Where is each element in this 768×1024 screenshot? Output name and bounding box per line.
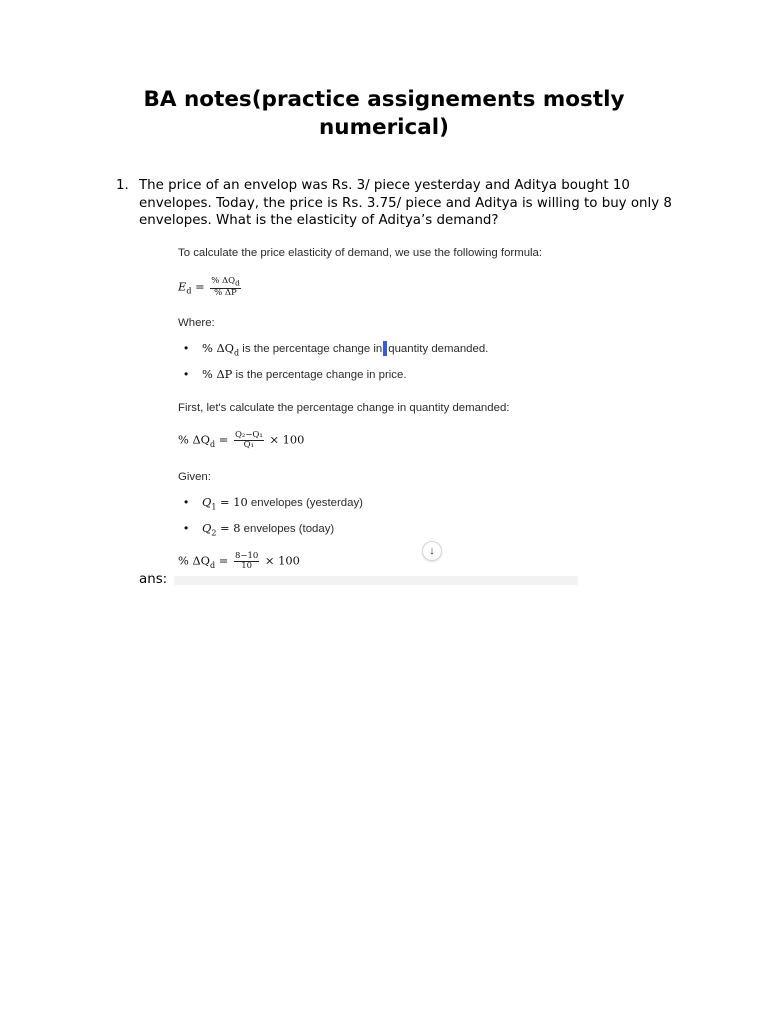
- given1-text: envelopes (yesterday): [247, 497, 363, 509]
- bullet-percent-change-price: [202, 367, 406, 381]
- pct-fraction: [234, 431, 264, 450]
- scroll-down-button[interactable]: [422, 541, 442, 561]
- given1-sub: 1: [211, 502, 217, 512]
- given-q1: [202, 495, 363, 511]
- given-q2: [202, 521, 334, 537]
- bullet-percent-change-quantity: [202, 341, 488, 357]
- pct-lhs: % ΔQ: [178, 432, 211, 447]
- given2-eq: = 8: [216, 521, 241, 535]
- formula-denominator: % ΔP: [214, 287, 237, 298]
- bullet1-sub: d: [234, 348, 240, 358]
- given-label: Given:: [178, 471, 211, 483]
- last-fraction: [234, 552, 259, 571]
- where-label: Where:: [178, 317, 215, 329]
- last-times: × 100: [264, 553, 300, 568]
- elasticity-formula: $E_d$ = $\frac{\% \Delta Q_d}{\% \Delta P}$: [178, 276, 240, 298]
- formula-lhs: E: [178, 279, 187, 294]
- percent-change-formula: % $\Delta Q_d$ = $\frac{\text{Q₂−Q₁}}{\text{Q₁}}$ × 100: [178, 430, 305, 450]
- formula-numerator: % ΔQ: [211, 276, 236, 286]
- embedded-solution-screenshot: [174, 238, 578, 585]
- given2-math: Q: [202, 521, 212, 535]
- bullet-dot: •: [184, 367, 189, 381]
- pct-lhs-sub: d: [210, 439, 216, 449]
- formula-fraction: [210, 277, 240, 298]
- formula-numerator-sub: d: [235, 278, 240, 288]
- last-lhs-sub: d: [210, 560, 216, 570]
- formula-lhs-sub: d: [186, 286, 192, 296]
- screenshot-bottom-strip: [174, 576, 578, 585]
- bullet1-math: % ΔQ: [202, 341, 235, 355]
- given1-eq: = 10: [216, 495, 248, 509]
- bullet1-text-a: is the percentage change in: [239, 343, 383, 355]
- last-denominator: 10: [241, 561, 253, 571]
- pct-denominator: Q₁: [243, 440, 255, 450]
- answer-label: ans:: [139, 572, 168, 587]
- bullet2-text: is the percentage change in price.: [232, 369, 407, 381]
- given1-math: Q: [202, 495, 212, 509]
- bullet-dot: •: [184, 521, 189, 535]
- last-lhs: % ΔQ: [178, 553, 211, 568]
- pct-numerator: Q₂−Q₁: [234, 430, 263, 440]
- bullet-dot: •: [184, 495, 189, 509]
- page-title: BA notes(practice assignements mostly numerical): [143, 87, 625, 140]
- arrow-down-icon: ↓: [429, 545, 435, 557]
- given2-sub: 2: [211, 528, 217, 538]
- given2-text: envelopes (today): [240, 523, 335, 535]
- first-line: First, let's calculate the percentage change in quantity demanded:: [178, 402, 510, 414]
- bullet1-text-b: quantity demanded.: [388, 343, 489, 355]
- bullet-dot: •: [184, 341, 189, 355]
- last-numerator: 8−10: [234, 551, 259, 561]
- question-number: 1.: [116, 178, 129, 193]
- bullet2-math: % ΔP: [202, 367, 233, 381]
- question-text: The price of an envelop was Rs. 3/ piece yesterday and Aditya bought 10 envelopes. Today, the price is Rs. 3.75/ piece and Aditya is willing to buy only 8 envelopes. What is the elasticity of Aditya’s demand?: [139, 178, 672, 228]
- substituted-formula: % $\Delta Q_d$ = $\frac{8-10}{10}$ × 100: [178, 551, 300, 571]
- pct-times: × 100: [269, 432, 305, 447]
- intro-line: To calculate the price elasticity of demand, we use the following formula:: [178, 247, 543, 259]
- text-cursor: [383, 341, 387, 356]
